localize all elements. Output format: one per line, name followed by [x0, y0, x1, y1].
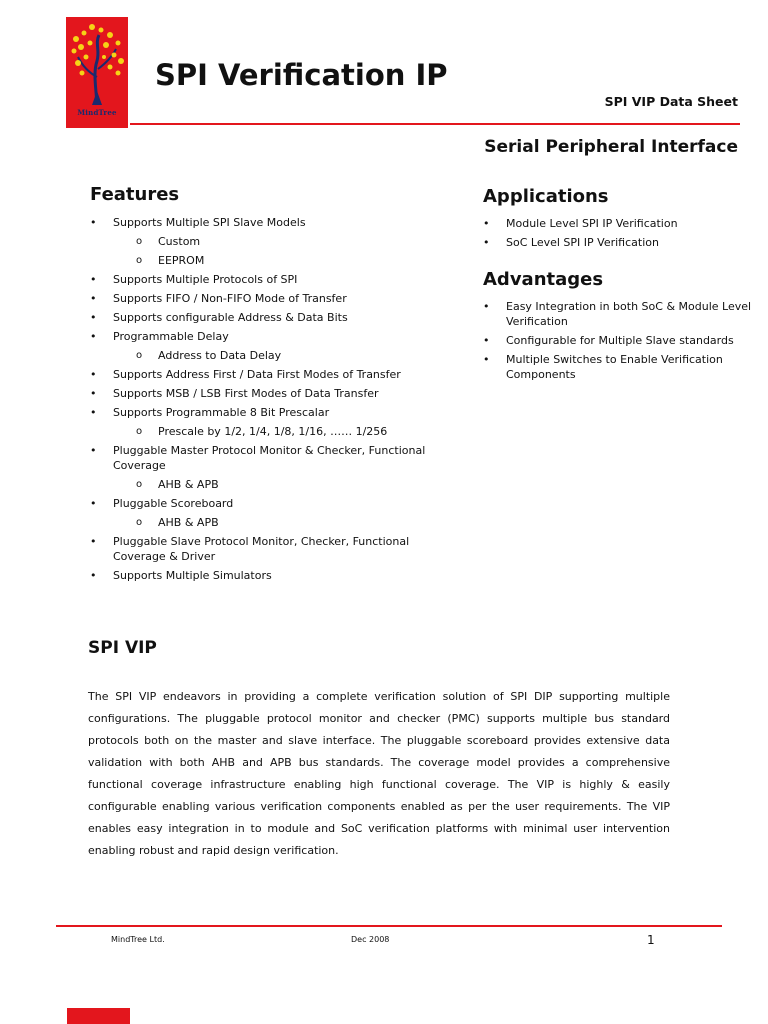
- list-item: [483, 333, 753, 348]
- bullet-icon: •: [483, 236, 490, 249]
- advantages-heading: Advantages: [483, 269, 604, 290]
- list-item-text: Programmable Delay: [113, 330, 229, 343]
- list-item-text: SoC Level SPI IP Verification: [506, 236, 659, 249]
- sub-list-item: [90, 515, 435, 530]
- circle-bullet-icon: o: [136, 479, 143, 490]
- applications-list: [483, 216, 753, 254]
- bullet-icon: •: [483, 353, 490, 366]
- bullet-icon: •: [483, 334, 490, 347]
- list-item: [90, 534, 435, 564]
- document-tagline: Serial Peripheral Interface: [484, 137, 738, 157]
- circle-bullet-icon: o: [136, 236, 143, 247]
- bullet-icon: •: [90, 406, 97, 419]
- list-item-text: Supports Multiple SPI Slave Models: [113, 216, 306, 229]
- sub-list-item: [90, 234, 435, 249]
- footer-divider: [56, 925, 722, 927]
- list-item-text: Address to Data Delay: [158, 349, 282, 362]
- list-item-text: Easy Integration in both SoC & Module Level Verification: [506, 300, 752, 328]
- list-item-text: Pluggable Master Protocol Monitor & Checker, Functional Coverage: [113, 444, 426, 472]
- list-item: [483, 235, 753, 250]
- list-item: [483, 216, 753, 231]
- spi-vip-heading: SPI VIP: [88, 638, 157, 658]
- bullet-icon: •: [90, 311, 97, 324]
- circle-bullet-icon: o: [136, 255, 143, 266]
- applications-heading: Applications: [483, 186, 609, 207]
- bullet-icon: •: [90, 497, 97, 510]
- bullet-icon: •: [90, 216, 97, 229]
- bullet-icon: •: [483, 300, 490, 313]
- sub-list-item: [90, 477, 435, 492]
- footer-accent-block: [67, 1008, 130, 1024]
- list-item: [483, 352, 753, 382]
- features-heading: Features: [90, 184, 180, 205]
- bullet-icon: •: [90, 387, 97, 400]
- bullet-icon: •: [483, 217, 490, 230]
- sub-list-item: [90, 348, 435, 363]
- list-item-text: Supports Programmable 8 Bit Prescalar: [113, 406, 330, 419]
- list-item: [90, 496, 435, 511]
- document-title: SPI Verification IP: [155, 58, 448, 92]
- list-item-text: Supports FIFO / Non-FIFO Mode of Transfer: [113, 292, 347, 305]
- list-item-text: EEPROM: [158, 254, 205, 267]
- list-item: [483, 299, 753, 329]
- list-item: [90, 443, 435, 473]
- list-item: [90, 272, 435, 287]
- logo-wordmark: MindTree: [77, 108, 117, 117]
- list-item-text: Supports Address First / Data First Modes of Transfer: [113, 368, 401, 381]
- list-item-text: Prescale by 1/2, 1/4, 1/8, 1/16, …… 1/256: [158, 425, 388, 438]
- bullet-icon: •: [90, 330, 97, 343]
- list-item: [90, 291, 435, 306]
- list-item-text: Supports Multiple Simulators: [113, 569, 272, 582]
- circle-bullet-icon: o: [136, 350, 143, 361]
- spi-vip-description: The SPI VIP endeavors in providing a complete verification solution of SPI DIP supporting multiple configurations. The pluggable protocol monitor and checker (PMC) supports multiple bus standard protocols both on the master and slave interface. The pluggable scoreboard provides extensive data validation with both AHB and APB bus standards. The coverage model provides a comprehensive functional coverage infrastructure enabling high functional coverage. The VIP is highly & easily configurable enabling various verification components enabled as per the user requirements. The VIP enables easy integration in to module and SoC verification platforms with minimal user intervention enabling robust and rapid design verification.: [88, 690, 670, 857]
- list-item-text: Pluggable Slave Protocol Monitor, Checker, Functional Coverage & Driver: [113, 535, 410, 563]
- list-item: [90, 568, 435, 583]
- list-item: [90, 310, 435, 325]
- list-item-text: Configurable for Multiple Slave standards: [506, 334, 734, 347]
- footer-date: Dec 2008: [351, 935, 390, 944]
- list-item: [90, 367, 435, 382]
- circle-bullet-icon: o: [136, 517, 143, 528]
- footer-company: MindTree Ltd.: [111, 935, 165, 944]
- list-item-text: Supports MSB / LSB First Modes of Data Transfer: [113, 387, 379, 400]
- list-item-text: Custom: [158, 235, 201, 248]
- list-item-text: Supports Multiple Protocols of SPI: [113, 273, 298, 286]
- circle-bullet-icon: o: [136, 426, 143, 437]
- list-item-text: Module Level SPI IP Verification: [506, 217, 678, 230]
- bullet-icon: •: [90, 535, 97, 548]
- list-item-text: Supports configurable Address & Data Bits: [113, 311, 348, 324]
- list-item-text: Pluggable Scoreboard: [113, 497, 234, 510]
- company-logo: [66, 17, 128, 128]
- document-subtitle: SPI VIP Data Sheet: [604, 94, 738, 109]
- page-number: 1: [647, 933, 655, 947]
- list-item-text: AHB & APB: [158, 478, 219, 491]
- header-divider: [130, 123, 740, 125]
- sub-list-item: [90, 253, 435, 268]
- list-item: [90, 386, 435, 401]
- sub-list-item: [90, 424, 435, 439]
- advantages-list: [483, 299, 753, 386]
- list-item-text: AHB & APB: [158, 516, 219, 529]
- features-list: [90, 215, 435, 587]
- list-item-text: Multiple Switches to Enable Verification Components: [506, 353, 723, 381]
- bullet-icon: •: [90, 368, 97, 381]
- list-item: [90, 329, 435, 344]
- bullet-icon: •: [90, 273, 97, 286]
- list-item: [90, 215, 435, 230]
- bullet-icon: •: [90, 292, 97, 305]
- bullet-icon: •: [90, 569, 97, 582]
- list-item: [90, 405, 435, 420]
- bullet-icon: •: [90, 444, 97, 457]
